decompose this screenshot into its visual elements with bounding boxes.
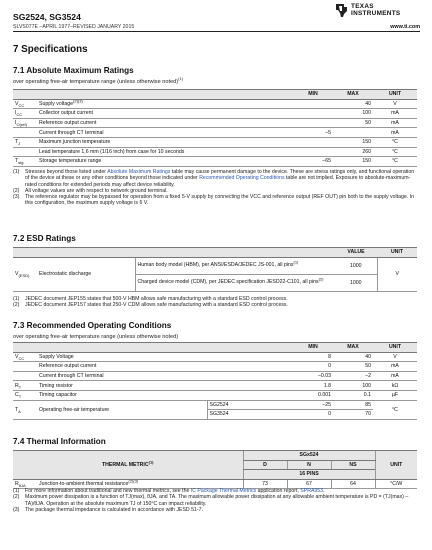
- footnote-part: For more information about traditional and new thermal metrics, see the: [25, 488, 191, 494]
- table-row: [13, 109, 417, 119]
- parameter-cell: Operating free-air temperature: [37, 400, 207, 419]
- footnote-number: (1): [13, 488, 20, 494]
- value-cell: 73: [243, 479, 287, 489]
- thermal-metrics-link[interactable]: IC Package Thermal Metrics: [190, 488, 257, 494]
- footnote-text: [25, 169, 417, 188]
- max-cell: 50: [333, 362, 373, 372]
- part-numbers: SG2524, SG3524: [13, 12, 81, 22]
- min-cell: –65: [293, 157, 333, 167]
- description-text: Charged device model (CDM), per JEDEC specification JESD22-C101, all pins: [137, 279, 319, 286]
- value-cell: 1000: [335, 257, 377, 274]
- min-cell: 0: [293, 362, 333, 372]
- col-header: [13, 343, 37, 353]
- footnote-ref: (1): [148, 459, 154, 465]
- footnote-ref: (2): [318, 276, 324, 282]
- unit-cell: µF: [373, 390, 417, 400]
- symbol-cell: [13, 371, 37, 381]
- footnote-text: JEDEC document JEP157 states that 250-V CDM allows safe manufacturing with a standard ESD control process.: [25, 302, 288, 309]
- abs-max-condition: [13, 76, 183, 85]
- unit-cell: V: [377, 257, 417, 291]
- unit-cell: °C: [373, 157, 417, 167]
- max-cell: 50: [333, 118, 373, 128]
- unit-cell: kΩ: [373, 381, 417, 391]
- symbol-cell: [13, 257, 37, 291]
- symbol-sub: CC: [18, 102, 25, 108]
- footnote-ref: (2)(3): [73, 98, 83, 104]
- symbol: R: [15, 481, 19, 488]
- parameter-cell: [37, 118, 293, 128]
- footnote-number: (2): [13, 187, 20, 194]
- value-cell: 67: [287, 479, 331, 489]
- footnote-text: JEDEC document JEP155 states that 500-V HBM allows safe manufacturing with a standard ESD control process.: [25, 296, 288, 302]
- footnote-ref: (2)(3): [128, 478, 139, 484]
- package-header: N: [287, 460, 331, 470]
- col-header-unit: UNIT: [373, 343, 417, 353]
- table-row: [13, 157, 417, 167]
- parameter-cell: [37, 99, 293, 109]
- col-header-unit: UNIT: [375, 451, 417, 480]
- max-cell: 85: [333, 400, 373, 410]
- parameter-cell: [37, 157, 293, 167]
- table-row: [13, 99, 417, 109]
- thermal-table: [13, 450, 417, 489]
- footnote-text: The reference regulator may be bypassed for operation from a fixed 5-V supply by connecting the VCC and reference output (REF OUT) pin both to the supply voltage. In this configuration, the maximum supply voltage is 6 V.: [25, 194, 414, 207]
- table-row: [13, 118, 417, 128]
- symbol-cell: [13, 118, 37, 128]
- unit-cell: mA: [373, 109, 417, 119]
- max-cell: 260: [333, 147, 373, 157]
- col-header: [13, 248, 37, 258]
- device-header: SGx524: [243, 451, 375, 461]
- parameter-cell: Reference output current: [37, 362, 293, 372]
- thermal-title: 7.4 Thermal Information: [13, 437, 106, 446]
- table-row: [13, 137, 417, 147]
- col-header: [207, 343, 293, 353]
- unit-cell: mA: [373, 118, 417, 128]
- spra953-link[interactable]: SPRA953: [300, 488, 324, 494]
- parameter-text: Current through CT terminal: [39, 129, 104, 136]
- footnote-part: table are not implied. Exposure to absolute-maximum-rated conditions for extended periods may affect device reliability.: [25, 175, 411, 188]
- footnote-number: (3): [13, 506, 20, 513]
- esd-title: 7.2 ESD Ratings: [13, 234, 76, 243]
- symbol: T: [15, 139, 19, 146]
- symbol-sub: O(ref): [16, 122, 27, 128]
- parameter-text: Lead temperature 1,6 mm (1/16 inch) from case for 10 seconds: [39, 148, 185, 155]
- thermal-notes: [13, 488, 417, 513]
- footnote-text: The package thermal impedance is calculated in accordance with JESD 51-7.: [25, 506, 203, 513]
- symbol-sub: (ESD): [18, 273, 30, 279]
- table-row: [13, 147, 417, 157]
- parameter-text: Supply voltage: [39, 100, 74, 107]
- condition-text: over operating free-air temperature range (unless otherwise noted): [13, 79, 179, 85]
- min-cell: [293, 109, 333, 119]
- symbol-sub: θJA: [18, 483, 26, 489]
- description-cell: [135, 274, 335, 291]
- symbol-cell: [13, 362, 37, 372]
- thermal-metric-header: [13, 451, 243, 480]
- package-header: NS: [331, 460, 375, 470]
- table-row: [13, 381, 417, 391]
- table-row: [13, 352, 417, 362]
- table-row: [13, 362, 417, 372]
- parameter-cell: Electrostatic discharge: [37, 257, 135, 291]
- rec-op-condition: over operating free-air temperature range (unless otherwise noted): [13, 334, 179, 340]
- footnote: [13, 507, 417, 513]
- symbol-sub: CC: [18, 355, 25, 361]
- footnote: [13, 302, 417, 308]
- col-header: [13, 90, 37, 100]
- unit-cell: mA: [373, 362, 417, 372]
- symbol: R: [15, 382, 19, 389]
- package-header: D: [243, 460, 287, 470]
- footnote-number: (1): [13, 169, 20, 175]
- symbol: I: [15, 110, 17, 117]
- footnote: [13, 494, 417, 507]
- symbol-cell: [13, 137, 37, 147]
- parameter-text: Collector output current: [39, 110, 93, 117]
- footnote-number: (1): [13, 296, 20, 302]
- pins-header: 16 PINS: [243, 470, 375, 480]
- symbol-cell: [13, 390, 37, 400]
- parameter-cell: [37, 147, 293, 157]
- section-title: 7 Specifications: [13, 44, 88, 55]
- table-header-row: [13, 248, 417, 258]
- symbol-cell: [13, 99, 37, 109]
- footnote-part: .: [323, 488, 325, 494]
- max-cell: 100: [333, 381, 373, 391]
- max-cell: 40: [333, 99, 373, 109]
- device-cell: SG3524: [207, 410, 293, 420]
- symbol: V: [15, 271, 19, 278]
- table-row: [13, 390, 417, 400]
- logo-line-2: INSTRUMENTS: [351, 10, 401, 18]
- parameter-text: Maximum junction temperature: [39, 139, 111, 146]
- literature-number: SLVS077E –APRIL 1977–REVISED JANUARY 2015: [13, 24, 135, 30]
- symbol-sub: CC: [16, 112, 23, 118]
- symbol-sub: J: [18, 141, 21, 147]
- unit-cell: °C: [373, 400, 417, 419]
- header-divider: [13, 31, 420, 32]
- symbol: V: [15, 100, 19, 107]
- col-header-max: MAX: [333, 343, 373, 353]
- symbol-sub: T: [18, 394, 22, 400]
- esd-notes: [13, 296, 417, 309]
- abs-max-notes: [13, 169, 417, 207]
- col-header-max: MAX: [333, 90, 373, 100]
- footnote: [13, 169, 417, 188]
- min-cell: [293, 118, 333, 128]
- max-cell: [333, 128, 373, 138]
- table-row: [13, 400, 417, 410]
- symbol-sub: stg: [18, 160, 24, 166]
- min-cell: [293, 137, 333, 147]
- col-header-value: VALUE: [335, 248, 377, 258]
- min-cell: 1.8: [293, 381, 333, 391]
- max-cell: –2: [333, 371, 373, 381]
- footnote-part: table may cause permanent damage to the device. These are stress ratings only, and functional operation of the device at these or any other conditions beyond those indicated under: [25, 169, 415, 182]
- esd-table: [13, 247, 417, 292]
- ti-logo-icon: [335, 2, 349, 18]
- parameter-cell: Timing capacitor: [37, 390, 293, 400]
- table-row: [13, 128, 417, 138]
- table-row: [13, 257, 417, 274]
- min-cell: [293, 147, 333, 157]
- unit-cell: mA: [373, 371, 417, 381]
- min-cell: –5: [293, 128, 333, 138]
- footnote-ref: (1): [293, 259, 299, 265]
- col-header-unit: UNIT: [373, 90, 417, 100]
- min-cell: 8: [293, 352, 333, 362]
- symbol: T: [15, 158, 19, 165]
- rec-op-title: 7.3 Recommended Operating Conditions: [13, 321, 172, 330]
- logo-line-1: TEXAS: [351, 3, 374, 10]
- parameter-cell: Current through CT terminal: [37, 371, 293, 381]
- min-cell: –0.03: [293, 371, 333, 381]
- parameter-cell: Timing resistor: [37, 381, 293, 391]
- symbol: T: [15, 406, 19, 413]
- condition-ref: (1): [178, 76, 183, 82]
- symbol: I: [15, 120, 17, 127]
- symbol-cell: [13, 352, 37, 362]
- value-cell: 64: [331, 479, 375, 489]
- symbol-cell: [13, 147, 37, 157]
- min-cell: [293, 99, 333, 109]
- col-header-min: MIN: [293, 90, 333, 100]
- symbol-cell: [13, 128, 37, 138]
- min-cell: –25: [293, 400, 333, 410]
- table-row: [13, 371, 417, 381]
- max-cell: 70: [333, 410, 373, 420]
- rec-op-table: [13, 342, 417, 420]
- website-link[interactable]: www.ti.com: [390, 24, 420, 30]
- table-header-row: [13, 343, 417, 353]
- description-text: Human body model (HBM), per ANSI/ESDA/JEDEC JS-001, all pins: [137, 262, 294, 269]
- footnote-part: Stresses beyond those listed under: [25, 169, 108, 175]
- parameter-cell: [37, 137, 293, 147]
- max-cell: 150: [333, 137, 373, 147]
- unit-cell: mA: [373, 128, 417, 138]
- footnote-text: Maximum power dissipation is a function of TJ(max), θJA, and TA. The maximum allowable power dissipation at any allowable ambient temperature is PD = (TJ(max) – TA)/θJA. Operation at the absolute maximum TJ of 150°C can impact reliability.: [25, 494, 409, 507]
- symbol-cell: [13, 109, 37, 119]
- parameter-text: Reference output current: [39, 120, 97, 127]
- footnote-number: (3): [13, 194, 20, 201]
- device-cell: SG2524: [207, 400, 293, 410]
- symbol-cell: [13, 400, 37, 419]
- abs-max-table: [13, 89, 417, 167]
- unit-cell: °C/W: [375, 479, 417, 489]
- footnote-part: application report,: [256, 488, 301, 494]
- col-header: [37, 248, 135, 258]
- symbol-sub: A: [18, 408, 21, 414]
- max-cell: 40: [333, 352, 373, 362]
- table-header-row: [13, 451, 417, 461]
- max-cell: 150: [333, 157, 373, 167]
- abs-max-title: 7.1 Absolute Maximum Ratings: [13, 66, 134, 75]
- unit-cell: V: [373, 99, 417, 109]
- col-header: [37, 343, 207, 353]
- symbol: V: [15, 353, 19, 360]
- parameter-text: Junction-to-ambient thermal resistance: [39, 481, 129, 488]
- symbol-cell: [13, 381, 37, 391]
- parameter-cell: [37, 128, 293, 138]
- col-header: [135, 248, 335, 258]
- symbol: C: [15, 392, 19, 399]
- parameter-cell: [37, 109, 293, 119]
- symbol-cell: [13, 157, 37, 167]
- ti-logo: [351, 3, 400, 18]
- min-cell: 0: [293, 410, 333, 420]
- max-cell: 100: [333, 109, 373, 119]
- rec-op-link[interactable]: Recommended Operating Conditions: [199, 175, 285, 182]
- parameter-text: Storage temperature range: [39, 158, 102, 165]
- symbol-sub: T: [18, 384, 22, 390]
- unit-cell: °C: [373, 137, 417, 147]
- col-header-unit: UNIT: [377, 248, 417, 258]
- unit-cell: V: [373, 352, 417, 362]
- max-cell: 0.1: [333, 390, 373, 400]
- col-header-min: MIN: [293, 343, 333, 353]
- footnote-number: (2): [13, 302, 20, 309]
- footnote-text: All voltage values are with respect to network ground terminal.: [25, 187, 168, 194]
- footnote: [13, 194, 417, 207]
- metric-header-text: THERMAL METRIC: [102, 461, 149, 468]
- value-cell: 1000: [335, 274, 377, 291]
- min-cell: 0.001: [293, 390, 333, 400]
- unit-cell: °C: [373, 147, 417, 157]
- abs-max-link[interactable]: Absolute Maximum Ratings: [107, 169, 171, 175]
- description-cell: [135, 257, 335, 274]
- parameter-cell: Supply Voltage: [37, 352, 293, 362]
- footnote-number: (2): [13, 494, 20, 501]
